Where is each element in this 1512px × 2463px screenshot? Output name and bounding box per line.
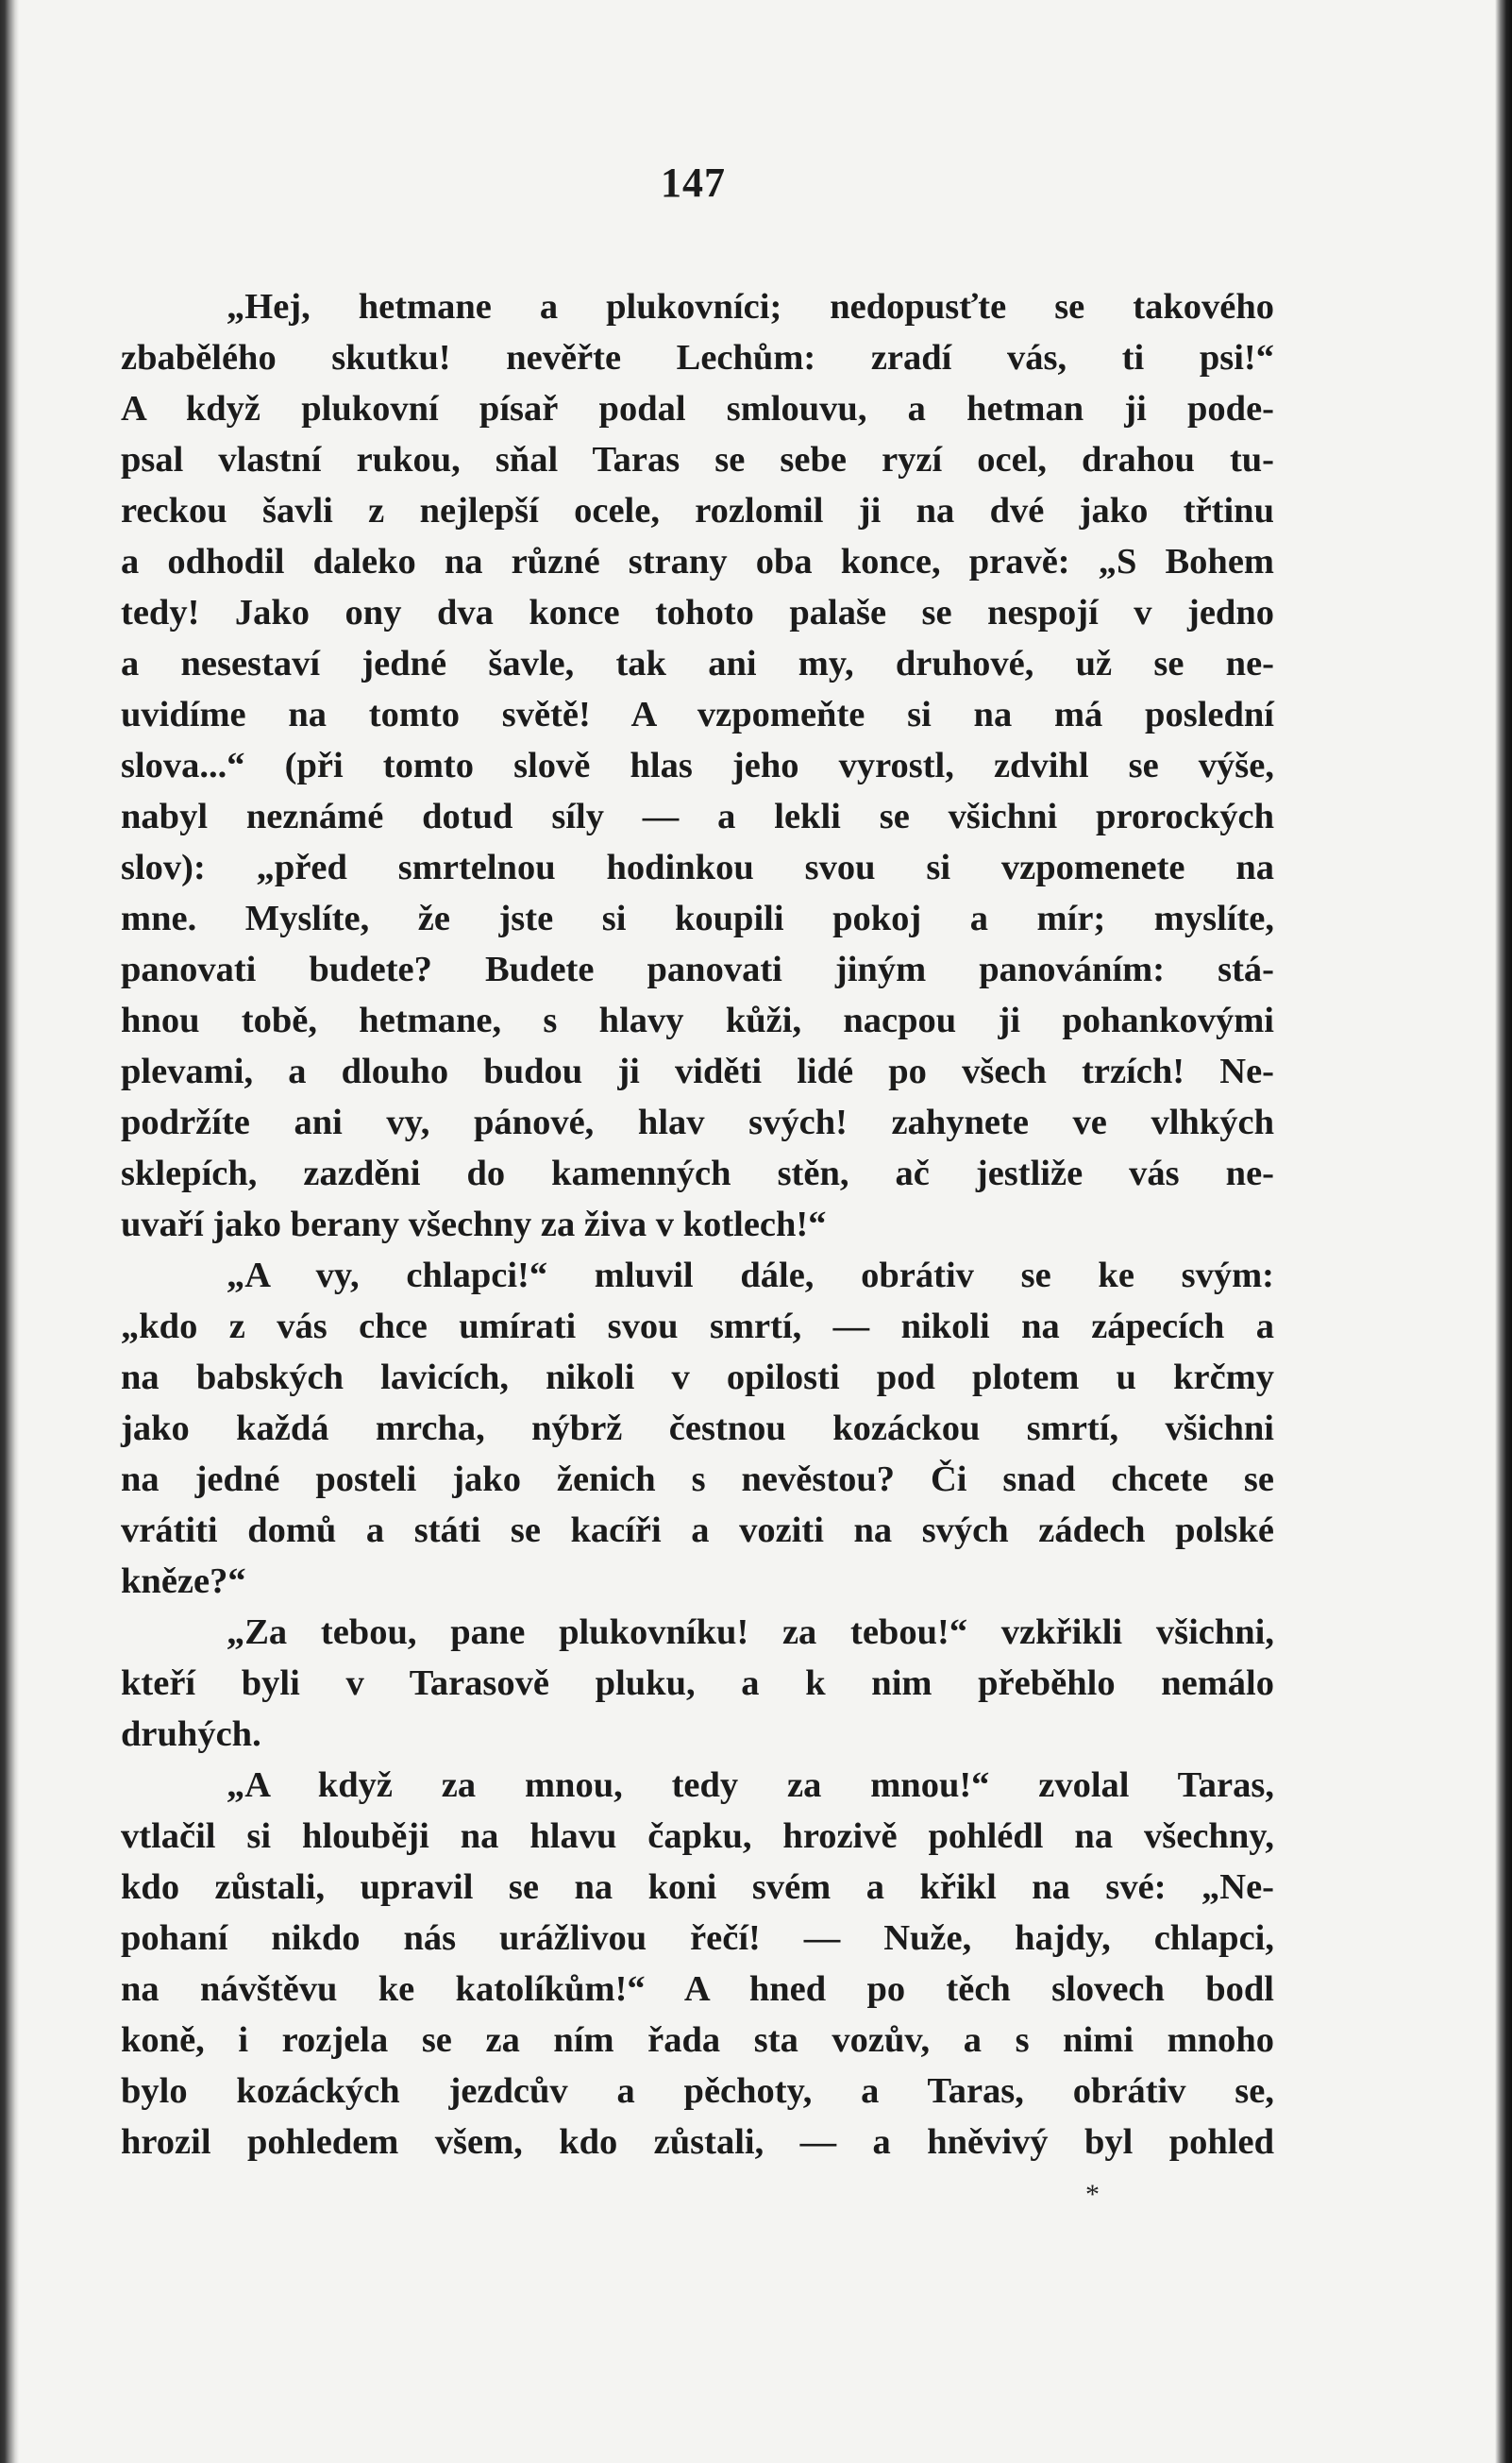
text-line: kdo zůstali, upravil se na koni svém a křikl na své: „Ne-	[121, 1867, 1274, 1907]
text-line: hnou tobě, hetmane, s hlavy kůži, nacpou ji pohankovými	[121, 1001, 1274, 1040]
text-line: pohaní nikdo nás urážlivou řečí! — Nuže, hajdy, chlapci,	[121, 1918, 1274, 1958]
text-line: „A když za mnou, tedy za mnou!“ zvolal Taras,	[227, 1765, 1274, 1805]
text-line: bylo kozáckých jezdcův a pěchoty, a Taras, obrátiv se,	[121, 2071, 1274, 2111]
text-line: A když plukovní písař podal smlouvu, a hetman ji pode-	[121, 389, 1274, 429]
text-line: mne. Myslíte, že jste si koupili pokoj a mír; myslíte,	[121, 899, 1274, 938]
text-line: hrozil pohledem všem, kdo zůstali, — a hněvivý byl pohled	[121, 2122, 1274, 2162]
text-line: „kdo z vás chce umírati svou smrtí, — nikoli na zápecích a	[121, 1307, 1274, 1346]
text-line: a nesestaví jedné šavle, tak ani my, druhové, už se ne-	[121, 644, 1274, 683]
text-line: koně, i rozjela se za ním řada sta vozův, a s nimi mnoho	[121, 2020, 1274, 2060]
text-line: psal vlastní rukou, sňal Taras se sebe ryzí ocel, drahou tu-	[121, 440, 1274, 480]
text-line: „Hej, hetmane a plukovníci; nedopusťte se takového	[227, 287, 1274, 327]
text-line: slova...“ (při tomto slově hlas jeho vyrostl, zdvihl se výše,	[121, 746, 1274, 785]
page-left-edge	[0, 0, 19, 2463]
text-line: kněze?“	[121, 1561, 246, 1601]
text-line: uvidíme na tomto světě! A vzpomeňte si na má poslední	[121, 695, 1274, 734]
text-line: „Za tebou, pane plukovníku! za tebou!“ vzkřikli všichni,	[227, 1612, 1274, 1652]
text-line: tedy! Jako ony dva konce tohoto palaše se nespojí v jedno	[121, 593, 1274, 633]
signature-mark: *	[1085, 2179, 1100, 2210]
text-line: podržíte ani vy, pánové, hlav svých! zahynete ve vlhkých	[121, 1103, 1274, 1142]
body-text	[121, 281, 1274, 2168]
text-line: nabyl neznámé dotud síly — a lekli se všichni prorockých	[121, 797, 1274, 836]
text-line: panovati budete? Budete panovati jiným panováním: stá-	[121, 950, 1274, 989]
text-line: a odhodil daleko na různé strany oba konce, pravě: „S Bohem	[121, 542, 1274, 582]
text-line: na návštěvu ke katolíkům!“ A hned po těch slovech bodl	[121, 1969, 1274, 2009]
page-right-edge	[1495, 0, 1512, 2463]
text-line: vrátiti domů a státi se kacíři a voziti na svých zádech polské	[121, 1510, 1274, 1550]
text-line: na jedné posteli jako ženich s nevěstou? Či snad chcete se	[121, 1459, 1274, 1499]
text-line: „A vy, chlapci!“ mluvil dále, obrátiv se ke svým:	[227, 1256, 1274, 1295]
text-line: sklepích, zazděni do kamenných stěn, ač jestliže vás ne-	[121, 1154, 1274, 1193]
text-line: na babských lavicích, nikoli v opilosti pod plotem u krčmy	[121, 1358, 1274, 1397]
text-line: vtlačil si hlouběji na hlavu čapku, hrozivě pohlédl na všechny,	[121, 1816, 1274, 1856]
text-line: slov): „před smrtelnou hodinkou svou si vzpomenete na	[121, 848, 1274, 887]
page-number: 147	[661, 160, 726, 206]
text-line: zbabělého skutku! nevěřte Lechům: zradí vás, ti psi!“	[121, 338, 1274, 378]
text-line: plevami, a dlouho budou ji viděti lidé po všech trzích! Ne-	[121, 1052, 1274, 1091]
text-line: druhých.	[121, 1714, 261, 1754]
text-line: kteří byli v Tarasově pluku, a k nim přeběhlo nemálo	[121, 1663, 1274, 1703]
text-line: reckou šavli z nejlepší ocele, rozlomil ji na dvé jako třtinu	[121, 491, 1274, 531]
text-line: jako každá mrcha, nýbrž čestnou kozáckou smrtí, všichni	[121, 1409, 1274, 1448]
text-line: uvaří jako berany všechny za živa v kotlech!“	[121, 1205, 827, 1244]
